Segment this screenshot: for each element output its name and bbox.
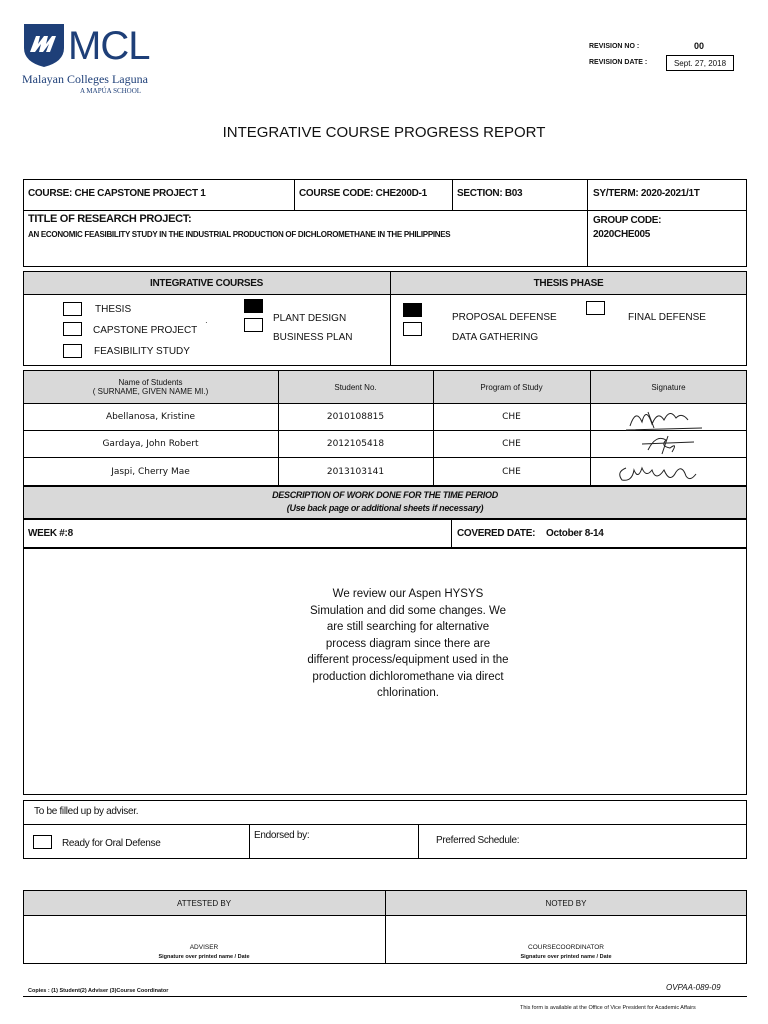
- col-header-name-2: ( SURNAME, GIVEN NAME MI.): [92, 387, 209, 396]
- student-program: CHE: [502, 467, 521, 477]
- thesis-label: THESIS: [95, 304, 132, 315]
- adviser-label: To be filled up by adviser.: [34, 806, 139, 817]
- thesis-phase-header: THESIS PHASE: [533, 277, 604, 289]
- student-name: Abellanosa, Kristine: [105, 412, 196, 422]
- student-no: 2010108815: [326, 412, 385, 422]
- data-gathering-label: DATA GATHERING: [452, 332, 539, 343]
- col-header-program: Program of Study: [480, 382, 543, 392]
- student-program: CHE: [502, 439, 521, 449]
- data-gathering-checkbox[interactable]: [403, 322, 422, 336]
- covered-date-value: October 8-14: [546, 528, 604, 539]
- work-desc-line2: (Use back page or additional sheets if necessary): [286, 503, 484, 513]
- course-code-field: COURSE CODE: CHE200D-1: [299, 188, 427, 199]
- adviser-signature-label: ADVISER: [189, 943, 219, 951]
- proposal-defense-label: PROPOSAL DEFENSE: [452, 312, 557, 323]
- noted-by-header: NOTED BY: [545, 898, 587, 908]
- form-code: OVPAA-089-09: [666, 983, 721, 992]
- col-header-no: Student No.: [334, 382, 377, 392]
- feasibility-label: FEASIBILITY STUDY: [94, 346, 190, 357]
- plant-design-label: PLANT DESIGN: [273, 313, 347, 324]
- course-field: COURSE: CHE CAPSTONE PROJECT 1: [28, 188, 206, 199]
- work-description-header: [23, 486, 747, 519]
- research-title: AN ECONOMIC FEASIBILITY STUDY IN THE INDUSTRIAL PRODUCTION OF DICHLOROMETHANE IN THE PHILIPPINES: [28, 230, 451, 239]
- student-program: CHE: [502, 412, 521, 422]
- revision-no-value: 00: [694, 41, 705, 51]
- adviser-signature-sub: Signature over printed name / Date: [158, 954, 250, 960]
- revision-date-text: Sept. 27, 2018: [673, 58, 727, 68]
- coordinator-signature-label: COURSECOORDINATOR: [528, 943, 604, 951]
- student-no: 2013103141: [326, 467, 385, 477]
- work-body-text: We review our Aspen HYSYS Simulation and did some changes. We are still searching for alternative process diagram since there are different process/equipment used in the production dichloromethane via direct chlorination.: [307, 588, 509, 699]
- student-name: Jaspi, Cherry Mae: [111, 467, 190, 477]
- section-field: SECTION: B03: [457, 188, 523, 199]
- logo-school: Malayan Colleges Laguna: [22, 72, 148, 86]
- mcl-shield-icon: [22, 22, 66, 68]
- integrative-courses-header: INTEGRATIVE COURSES: [149, 277, 264, 289]
- proposal-defense-checkbox[interactable]: [403, 303, 422, 317]
- col-header-name-1: Name of Students: [118, 378, 183, 387]
- col-header-signature: Signature: [651, 382, 686, 392]
- final-defense-label: FINAL DEFENSE: [628, 312, 706, 323]
- group-code-label: GROUP CODE:: [593, 215, 662, 226]
- coordinator-signature-sub: Signature over printed name / Date: [520, 954, 612, 960]
- student-no: 2012105418: [326, 439, 385, 449]
- availability-note: This form is available at the Office of Vice President for Academic Affairs: [520, 1005, 696, 1011]
- logo-sub: A MAPÚA SCHOOL: [80, 87, 142, 95]
- stray-mark: ·: [205, 318, 208, 327]
- revision-no-label: REVISION NO :: [589, 43, 640, 50]
- thesis-checkbox[interactable]: [63, 302, 82, 316]
- preferred-schedule-label: Preferred Schedule:: [436, 835, 520, 846]
- revision-date-label: REVISION DATE :: [589, 59, 648, 66]
- week-row: [23, 519, 747, 548]
- business-plan-label: BUSINESS PLAN: [273, 332, 353, 343]
- ready-oral-defense-label: Ready for Oral Defense: [62, 838, 161, 849]
- page-title: INTEGRATIVE COURSE PROGRESS REPORT: [222, 124, 546, 141]
- student-name: Gardaya, John Robert: [102, 439, 199, 449]
- copies-note: Copies : (1) Student(2) Adviser (3)Course Coordinator: [28, 988, 169, 994]
- ready-oral-defense-checkbox[interactable]: [33, 835, 52, 849]
- covered-date-label: COVERED DATE:: [457, 528, 536, 539]
- logo-letters: MCL: [68, 24, 150, 68]
- final-defense-checkbox[interactable]: [586, 301, 605, 315]
- school-logo: [22, 22, 157, 100]
- student-signature: [612, 456, 712, 486]
- week-label: WEEK #:8: [28, 528, 73, 539]
- business-plan-checkbox[interactable]: [244, 318, 263, 332]
- feasibility-checkbox[interactable]: [63, 344, 82, 358]
- col-header-name: [23, 371, 278, 403]
- plant-design-checkbox[interactable]: [244, 299, 263, 313]
- capstone-label: CAPSTONE PROJECT: [93, 325, 198, 336]
- attested-by-header: ATTESTED BY: [176, 898, 232, 908]
- endorsed-by-label: Endorsed by:: [254, 830, 310, 841]
- capstone-checkbox[interactable]: [63, 322, 82, 336]
- revision-date-value: [666, 55, 734, 71]
- work-desc-line1: DESCRIPTION OF WORK DONE FOR THE TIME PERIOD: [272, 490, 498, 500]
- group-code-value: 2020CHE005: [593, 229, 651, 240]
- research-label: TITLE OF RESEARCH PROJECT:: [28, 213, 192, 225]
- student-signature: [612, 430, 702, 458]
- term-field: SY/TERM: 2020-2021/1T: [593, 188, 700, 199]
